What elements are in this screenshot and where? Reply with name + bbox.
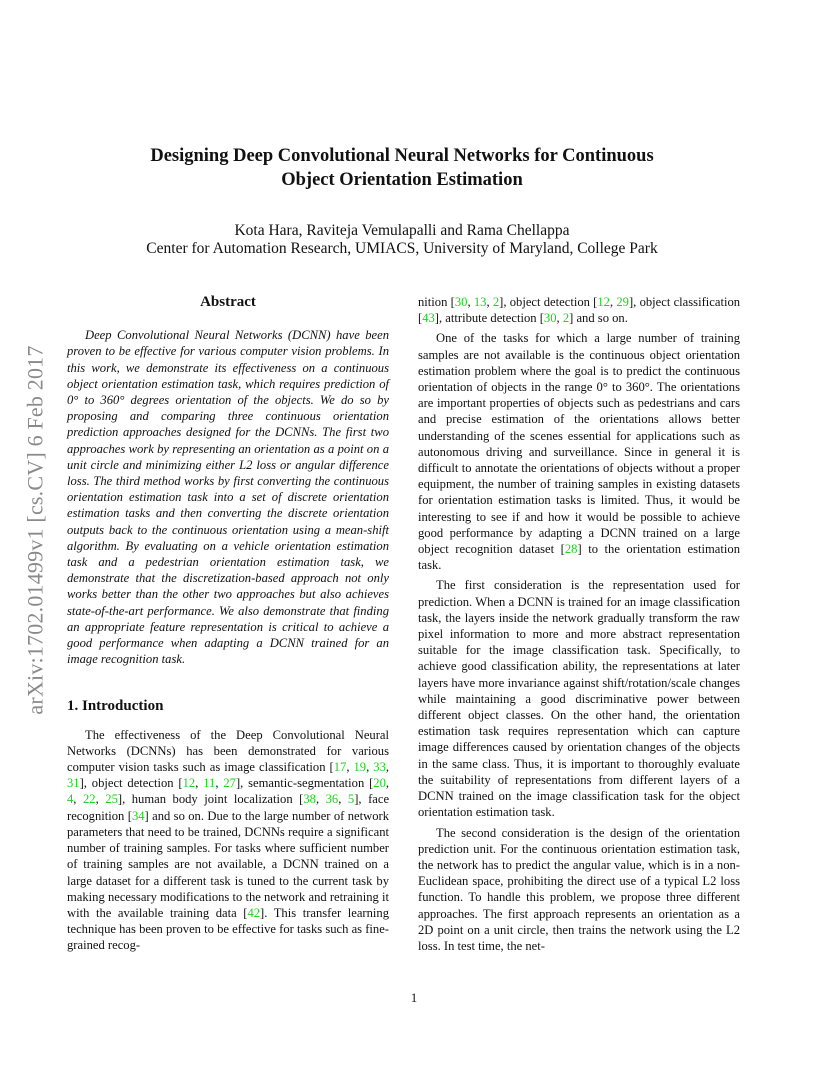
citation-link[interactable]: 30 (543, 311, 557, 326)
citation-link[interactable]: 4 (67, 792, 74, 807)
intro-paragraph-2: One of the tasks for which a large number of training samples are not available is the continuous object orientation estimation problem where the goal is to predict the continuous orientation of objects in the range 0° to 360°. The orientations are important properties of objects such as pedestrians and cars and precise estimation of the orientations allows better understanding of the scenes essential for applications such as autonomous driving and surveillance. Since in general it is difficult to annotate the orientations of objects without a proper equipment, the number of training samples in existing datasets for orientation estimation tasks is limited. Thus, it would be interesting to see if and how it would be possible to achieve good performance by adapting a DCNN trained on a large object recognition dataset [28] to the orientation estimation task. (418, 331, 740, 573)
citation-link[interactable]: 22 (82, 792, 96, 807)
citation-link[interactable]: 38 (303, 792, 316, 807)
affiliation: Center for Automation Research, UMIACS, University of Maryland, College Park (146, 240, 658, 257)
citation-link[interactable]: 28 (564, 542, 578, 557)
abstract-heading: Abstract (200, 294, 256, 310)
paper-title-line-2: Object Orientation Estimation (281, 170, 523, 190)
right-column (418, 294, 740, 954)
section-heading-introduction: 1. Introduction (67, 698, 164, 715)
citation-link[interactable]: 2 (562, 311, 570, 326)
intro-paragraph-1-continued: nition [30, 13, 2], object detection [12, 29], object classification [43], attribute detection [30, 2] and so on. (418, 295, 741, 326)
citation-link[interactable]: 19 (353, 760, 367, 775)
citation-link[interactable]: 20 (373, 776, 386, 791)
page-number: 1 (410, 991, 418, 1005)
paper-title (100, 144, 704, 192)
citation-link[interactable]: 36 (325, 792, 339, 807)
citation-link[interactable]: 42 (247, 905, 261, 920)
citation-link[interactable]: 34 (131, 808, 145, 823)
citation-link[interactable]: 11 (203, 776, 216, 791)
authors: Kota Hara, Raviteja Vemulapalli and Rama Chellappa (234, 222, 570, 239)
citation-link[interactable]: 27 (223, 776, 236, 791)
intro-paragraph-4: The second consideration is the design of the orientation prediction unit. For the continuous orientation estimation task, the network has to predict the angular value, which is in a non-Euclidean space, prohibiting the direct use of a typical L2 loss function. To handle this problem, we propose three different approaches. The first approach represents an orientation as a 2D point on a unit circle, then trains the network using the L2 loss. In test time, the net- (418, 825, 740, 953)
intro-paragraph-3: The first consideration is the representation used for prediction. When a DCNN is trained for an image classification task, the layers inside the network gradually transform the raw pixel information to more and more abstract representation suitable for the image classification task. Specifically, to achieve good classification ability, the representations at later layers have more invariance against shift/rotation/scale changes while maintaining a good discriminative power between different object classes. On the other hand, the orientation estimation task requires representation which can capture image differences caused by orientation changes of the objects in the same class. Thus, it is important to thoroughly evaluate the suitability of representations from different layers of a DCNN trained on the image classification task for the object orientation estimation task. (418, 578, 740, 820)
left-column (67, 294, 389, 954)
arxiv-identifier-text: arXiv:1702.01499v1 [cs.CV] 6 Feb 2017 (23, 345, 48, 715)
citation-link[interactable]: 12 (182, 776, 196, 791)
citation-link[interactable]: 17 (333, 760, 347, 775)
citation-link[interactable]: 30 (454, 295, 468, 309)
intro-paragraph-1: The effectiveness of the Deep Convolutional Neural Networks (DCNNs) has been demonstrated for various computer vision tasks such as image classification [17, 19, 33, 31], object detection [12, 11, 27], semantic-segmentation [20, 4, 22, 25], human body joint localization [38, 36, 5], face recognition [34] and so on. Due to the large number of network parameters that need to be trained, DCNNs require a significant number of training samples. For tasks where sufficient number of training samples are not available, a DCNN trained on a large dataset for a different task is tuned to the current task by making necessary modifications to the network and retraining it with the available training data [42]. This transfer learning technique has been proven to be effective for tasks such as fine-grained recog- (67, 727, 390, 953)
citation-link[interactable]: 25 (105, 792, 118, 807)
arxiv-identifier (18, 300, 54, 760)
citation-link[interactable]: 43 (422, 311, 435, 326)
citation-link[interactable]: 12 (597, 295, 610, 309)
citation-link[interactable]: 31 (67, 776, 80, 791)
abstract-text: Deep Convolutional Neural Networks (DCNN) have been proven to be effective for various computer vision problems. In this work, we demonstrate its effectiveness on a continuous object orientation estimation task, which requires prediction of 0° to 360° degrees orientation of the objects. We do so by proposing and comparing three continuous orientation prediction approaches designed for the DCNNs. The first two approaches work by representing an orientation as a point on a unit circle and minimizing either L2 loss or angular difference loss. The third method works by first converting the continuous orientation estimation task into a set of discrete orientation estimation tasks and then converting the discrete orientation outputs back to the continuous orientation using a mean-shift algorithm. By evaluating on a vehicle orientation estimation task and a pedestrian orientation estimation task, we demonstrate that the discretization-based approach not only works better than the other two approaches but also achieves state-of-the-art performance. We also demonstrate that finding an appropriate feature representation is critical to achieve a good performance when adapting a DCNN trained for an image recognition task. (67, 328, 389, 667)
citation-link[interactable]: 5 (347, 792, 355, 807)
citation-link[interactable]: 2 (492, 295, 500, 309)
citation-link[interactable]: 33 (373, 760, 386, 775)
citation-link[interactable]: 29 (616, 295, 629, 309)
paper-title-line-1: Designing Deep Convolutional Neural Networks for Continuous (150, 146, 654, 166)
citation-link[interactable]: 13 (473, 295, 487, 309)
